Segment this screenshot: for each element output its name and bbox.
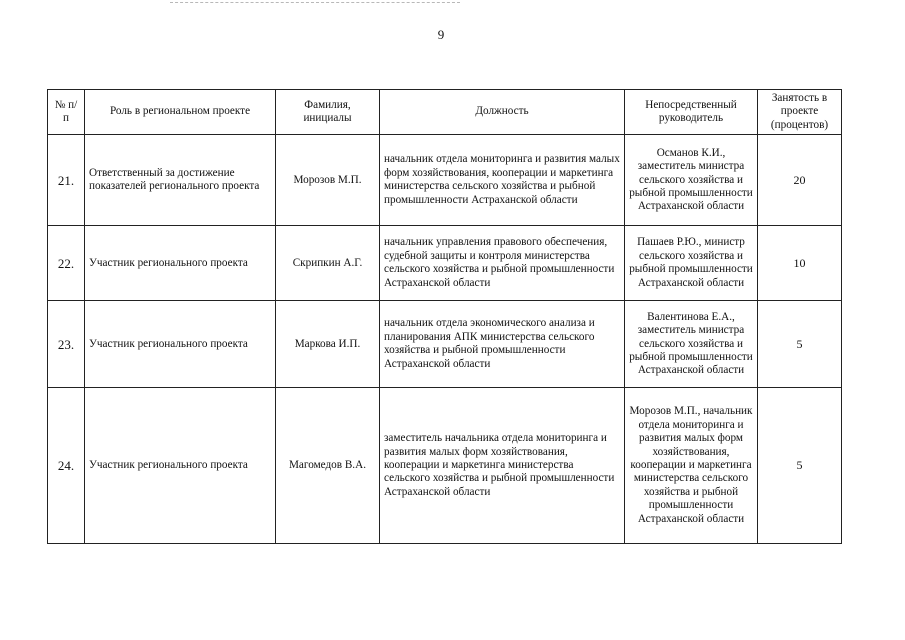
table-row — [48, 301, 842, 388]
header-load: Занятость в проекте (процентов) — [758, 90, 842, 135]
top-scan-line — [170, 2, 460, 4]
row-load: 10 — [758, 226, 842, 301]
row-supervisor: Пашаев Р.Ю., министр сельского хозяйства и рыбной промышленности Астраханской области — [625, 226, 758, 301]
row-role: Участник регионального проекта — [85, 388, 276, 544]
row-position: начальник отдела мониторинга и развития малых форм хозяйствования, кооперации и маркетинга министерства сельского хозяйства и рыбной промышленности Астраханской области — [380, 135, 625, 226]
row-role: Участник регионального проекта — [85, 301, 276, 388]
row-number: 21. — [48, 135, 85, 226]
row-load: 5 — [758, 301, 842, 388]
header-position: Должность — [380, 90, 625, 135]
table-row — [48, 388, 842, 544]
page-number: 9 — [437, 27, 445, 42]
table-row — [48, 226, 842, 301]
table-header-row — [48, 90, 842, 135]
row-load: 20 — [758, 135, 842, 226]
row-supervisor: Османов К.И., заместитель министра сельского хозяйства и рыбной промышленности Астраханской области — [625, 135, 758, 226]
row-supervisor: Морозов М.П., начальник отдела мониторинга и развития малых форм хозяйствования, кооперации и маркетинга министерства сельского хозяйства и рыбной промышленности Астраханской области — [625, 388, 758, 544]
header-role: Роль в региональном проекте — [85, 90, 276, 135]
header-supervisor: Непосредственный руководитель — [625, 90, 758, 135]
row-load: 5 — [758, 388, 842, 544]
row-supervisor: Валентинова Е.А., заместитель министра сельского хозяйства и рыбной промышленности Астраханской области — [625, 301, 758, 388]
header-num: № п/п — [48, 90, 85, 135]
row-name: Скрипкин А.Г. — [276, 226, 380, 301]
row-role: Ответственный за достижение показателей регионального проекта — [85, 135, 276, 226]
table-row — [48, 135, 842, 226]
row-number: 24. — [48, 388, 85, 544]
row-position: начальник отдела экономического анализа и планирования АПК министерства сельского хозяйства и рыбной промышленности Астраханской области — [380, 301, 625, 388]
row-role: Участник регионального проекта — [85, 226, 276, 301]
row-name: Морозов М.П. — [276, 135, 380, 226]
row-position: заместитель начальника отдела мониторинга и развития малых форм хозяйствования, кооперации и маркетинга министерства сельского хозяйства и рыбной промышленности Астраханской области — [380, 388, 625, 544]
row-number: 23. — [48, 301, 85, 388]
project-roster-table — [47, 89, 842, 544]
row-position: начальник управления правового обеспечения, судебной защиты и контроля министерства сельского хозяйства и рыбной промышленности Астраханской области — [380, 226, 625, 301]
row-number: 22. — [48, 226, 85, 301]
row-name: Маркова И.П. — [276, 301, 380, 388]
row-name: Магомедов В.А. — [276, 388, 380, 544]
header-name: Фамилия, инициалы — [276, 90, 380, 135]
